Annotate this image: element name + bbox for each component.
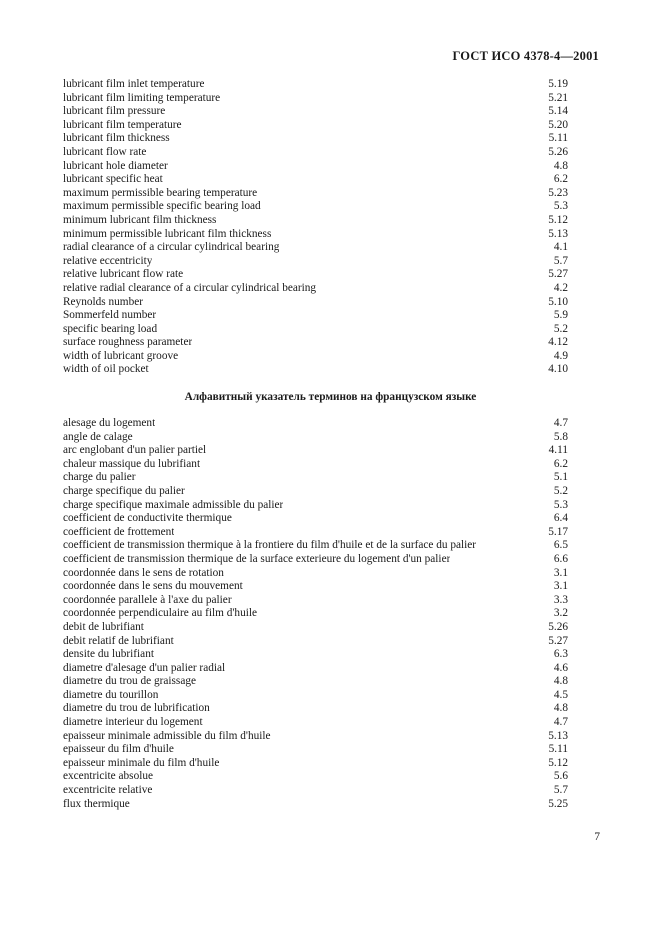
entry-term: width of oil pocket	[63, 363, 149, 376]
entry-reference: 5.23	[548, 186, 568, 199]
entry-term: lubricant film limiting temperature	[63, 91, 221, 104]
entry-term: relative radial clearance of a circular cylindrical bearing	[63, 281, 317, 294]
index-entry	[63, 512, 568, 526]
entry-term: specific bearing load	[63, 322, 158, 335]
index-entry	[63, 363, 568, 377]
index-entry	[63, 323, 568, 337]
entry-term: lubricant specific heat	[63, 173, 163, 186]
index-entry	[63, 580, 568, 594]
entry-term: coefficient de transmission thermique de la surface exterieure du logement d'un palier	[63, 552, 451, 565]
index-entry	[63, 471, 568, 485]
entry-term: coordonnée parallele à l'axe du palier	[63, 593, 232, 606]
index-entry	[63, 241, 568, 255]
entry-reference: 5.25	[548, 797, 568, 810]
index-entry	[63, 214, 568, 228]
entry-reference: 4.10	[548, 363, 568, 376]
index-entry	[63, 689, 568, 703]
entry-term: excentricite absolue	[63, 770, 154, 783]
entry-reference: 5.26	[548, 620, 568, 633]
entry-term: excentricite relative	[63, 784, 153, 797]
entry-reference: 6.5	[553, 539, 568, 552]
entry-term: angle de calage	[63, 430, 133, 443]
entry-reference: 4.7	[553, 716, 568, 729]
index-entry	[63, 309, 568, 323]
entry-reference: 5.27	[548, 634, 568, 647]
entry-term: lubricant film inlet temperature	[63, 78, 205, 90]
entry-reference: 5.8	[553, 430, 568, 443]
entry-reference: 6.3	[553, 648, 568, 661]
index-entry	[63, 458, 568, 472]
entry-term: minimum lubricant film thickness	[63, 213, 217, 226]
entry-reference: 3.2	[553, 607, 568, 620]
index-entry	[63, 132, 568, 146]
page-header: ГОСТ ИСО 4378-4—2001	[452, 49, 599, 63]
entry-reference: 5.2	[553, 484, 568, 497]
entry-term: lubricant film thickness	[63, 132, 170, 145]
entry-term: charge du palier	[63, 471, 136, 484]
entry-reference: 4.9	[553, 349, 568, 362]
entry-reference: 5.17	[548, 525, 568, 538]
entry-term: diametre du trou de graissage	[63, 675, 197, 688]
entry-reference: 4.7	[553, 417, 568, 429]
entry-term: width of lubricant groove	[63, 349, 179, 362]
entry-reference: 6.6	[553, 552, 568, 565]
entry-term: coordonnée dans le sens de rotation	[63, 566, 224, 579]
entry-term: relative eccentricity	[63, 254, 153, 267]
index-entry	[63, 255, 568, 269]
entry-reference: 5.11	[548, 743, 568, 756]
entry-reference: 6.2	[553, 457, 568, 470]
entry-term: minimum permissible lubricant film thickness	[63, 227, 272, 240]
index-entry	[63, 336, 568, 350]
entry-reference: 6.4	[553, 512, 568, 525]
entry-reference: 5.19	[548, 78, 568, 90]
entry-reference: 4.6	[553, 661, 568, 674]
entry-reference: 4.8	[553, 675, 568, 688]
index-entry	[63, 662, 568, 676]
entry-term: charge specifique du palier	[63, 484, 185, 497]
entry-term: epaisseur du film d'huile	[63, 743, 174, 756]
entry-reference: 5.13	[548, 729, 568, 742]
entry-reference: 5.10	[548, 295, 568, 308]
page-number: 7	[594, 831, 600, 843]
entry-reference: 5.2	[553, 322, 568, 335]
entry-term: lubricant film temperature	[63, 118, 182, 131]
entry-reference: 5.12	[548, 756, 568, 769]
entry-term: diametre d'alesage d'un palier radial	[63, 661, 226, 674]
entry-reference: 5.12	[548, 213, 568, 226]
entry-term: arc englobant d'un palier partiel	[63, 444, 207, 457]
entry-reference: 5.3	[553, 200, 568, 213]
entry-reference: 5.6	[553, 770, 568, 783]
entry-term: coefficient de conductivite thermique	[63, 512, 232, 525]
index-entry	[63, 526, 568, 540]
entry-term: Sommerfeld number	[63, 309, 157, 322]
entry-reference: 5.21	[548, 91, 568, 104]
index-entry	[63, 594, 568, 608]
entry-term: surface roughness parameter	[63, 336, 193, 349]
entry-reference: 4.8	[553, 702, 568, 715]
entry-reference: 4.8	[553, 159, 568, 172]
entry-reference: 5.3	[553, 498, 568, 511]
entry-reference: 5.7	[553, 254, 568, 267]
entry-reference: 3.3	[553, 593, 568, 606]
index-entry	[63, 784, 568, 798]
index-entry	[63, 173, 568, 187]
index-entry	[63, 635, 568, 649]
entry-reference: 5.26	[548, 145, 568, 158]
entry-term: flux thermique	[63, 797, 130, 810]
entry-reference: 5.11	[548, 132, 568, 145]
french-index-heading: Алфавитный указатель терминов на французском языке	[184, 391, 477, 403]
index-entry	[63, 296, 568, 310]
entry-term: coefficient de frottement	[63, 525, 175, 538]
entry-reference: 5.13	[548, 227, 568, 240]
entry-term: Reynolds number	[63, 295, 144, 308]
entry-term: lubricant film pressure	[63, 105, 166, 118]
entry-term: diametre du trou de lubrification	[63, 702, 210, 715]
entry-term: debit de lubrifiant	[63, 620, 144, 633]
entry-term: densite du lubrifiant	[63, 648, 154, 661]
entry-term: chaleur massique du lubrifiant	[63, 457, 201, 470]
index-entry	[63, 417, 568, 431]
index-entry	[63, 187, 568, 201]
entry-reference: 5.1	[553, 471, 568, 484]
entry-term: relative lubricant flow rate	[63, 268, 184, 281]
index-entry	[63, 567, 568, 581]
index-entry	[63, 350, 568, 364]
entry-reference: 6.2	[553, 173, 568, 186]
entry-term: coordonnée dans le sens du mouvement	[63, 580, 243, 593]
entry-term: alesage du logement	[63, 417, 156, 429]
index-entry	[63, 228, 568, 242]
entry-term: charge specifique maximale admissible du palier	[63, 498, 284, 511]
index-entry	[63, 160, 568, 174]
index-entry	[63, 499, 568, 513]
entry-reference: 4.1	[553, 241, 568, 254]
entry-term: epaisseur minimale du film d'huile	[63, 756, 220, 769]
index-entry	[63, 798, 568, 812]
entry-reference: 5.7	[553, 784, 568, 797]
index-entry	[63, 716, 568, 730]
english-term-index	[63, 78, 568, 377]
entry-reference: 4.5	[553, 688, 568, 701]
index-entry	[63, 78, 568, 92]
index-entry	[63, 607, 568, 621]
index-entry	[63, 444, 568, 458]
index-entry	[63, 553, 568, 567]
entry-reference: 4.2	[553, 281, 568, 294]
entry-reference: 3.1	[553, 566, 568, 579]
entry-term: epaisseur minimale admissible du film d'huile	[63, 729, 271, 742]
entry-term: coefficient de transmission thermique à la frontiere du film d'huile et de la surface du palier	[63, 539, 477, 552]
entry-reference: 4.11	[548, 444, 568, 457]
entry-reference: 4.12	[548, 336, 568, 349]
index-entry	[63, 146, 568, 160]
index-entry	[63, 675, 568, 689]
index-entry	[63, 743, 568, 757]
index-entry	[63, 702, 568, 716]
index-entry	[63, 92, 568, 106]
entry-term: lubricant flow rate	[63, 145, 147, 158]
entry-term: radial clearance of a circular cylindrical bearing	[63, 241, 280, 254]
entry-term: maximum permissible bearing temperature	[63, 186, 258, 199]
index-entry	[63, 282, 568, 296]
entry-reference: 5.9	[553, 309, 568, 322]
index-entry	[63, 268, 568, 282]
index-entry	[63, 485, 568, 499]
index-entry	[63, 757, 568, 771]
index-entry	[63, 621, 568, 635]
index-entry	[63, 105, 568, 119]
index-entry	[63, 648, 568, 662]
index-entry	[63, 200, 568, 214]
entry-term: diametre du tourillon	[63, 688, 159, 701]
entry-term: debit relatif de lubrifiant	[63, 634, 174, 647]
index-entry	[63, 539, 568, 553]
entry-reference: 5.14	[548, 105, 568, 118]
entry-reference: 5.20	[548, 118, 568, 131]
entry-term: lubricant hole diameter	[63, 159, 168, 172]
entry-term: diametre interieur du logement	[63, 716, 203, 729]
index-entry	[63, 730, 568, 744]
french-term-index	[63, 417, 568, 811]
entry-reference: 3.1	[553, 580, 568, 593]
index-entry	[63, 431, 568, 445]
entry-term: coordonnée perpendiculaire au film d'huile	[63, 607, 258, 620]
index-entry	[63, 770, 568, 784]
entry-term: maximum permissible specific bearing load	[63, 200, 261, 213]
entry-reference: 5.27	[548, 268, 568, 281]
index-entry	[63, 119, 568, 133]
